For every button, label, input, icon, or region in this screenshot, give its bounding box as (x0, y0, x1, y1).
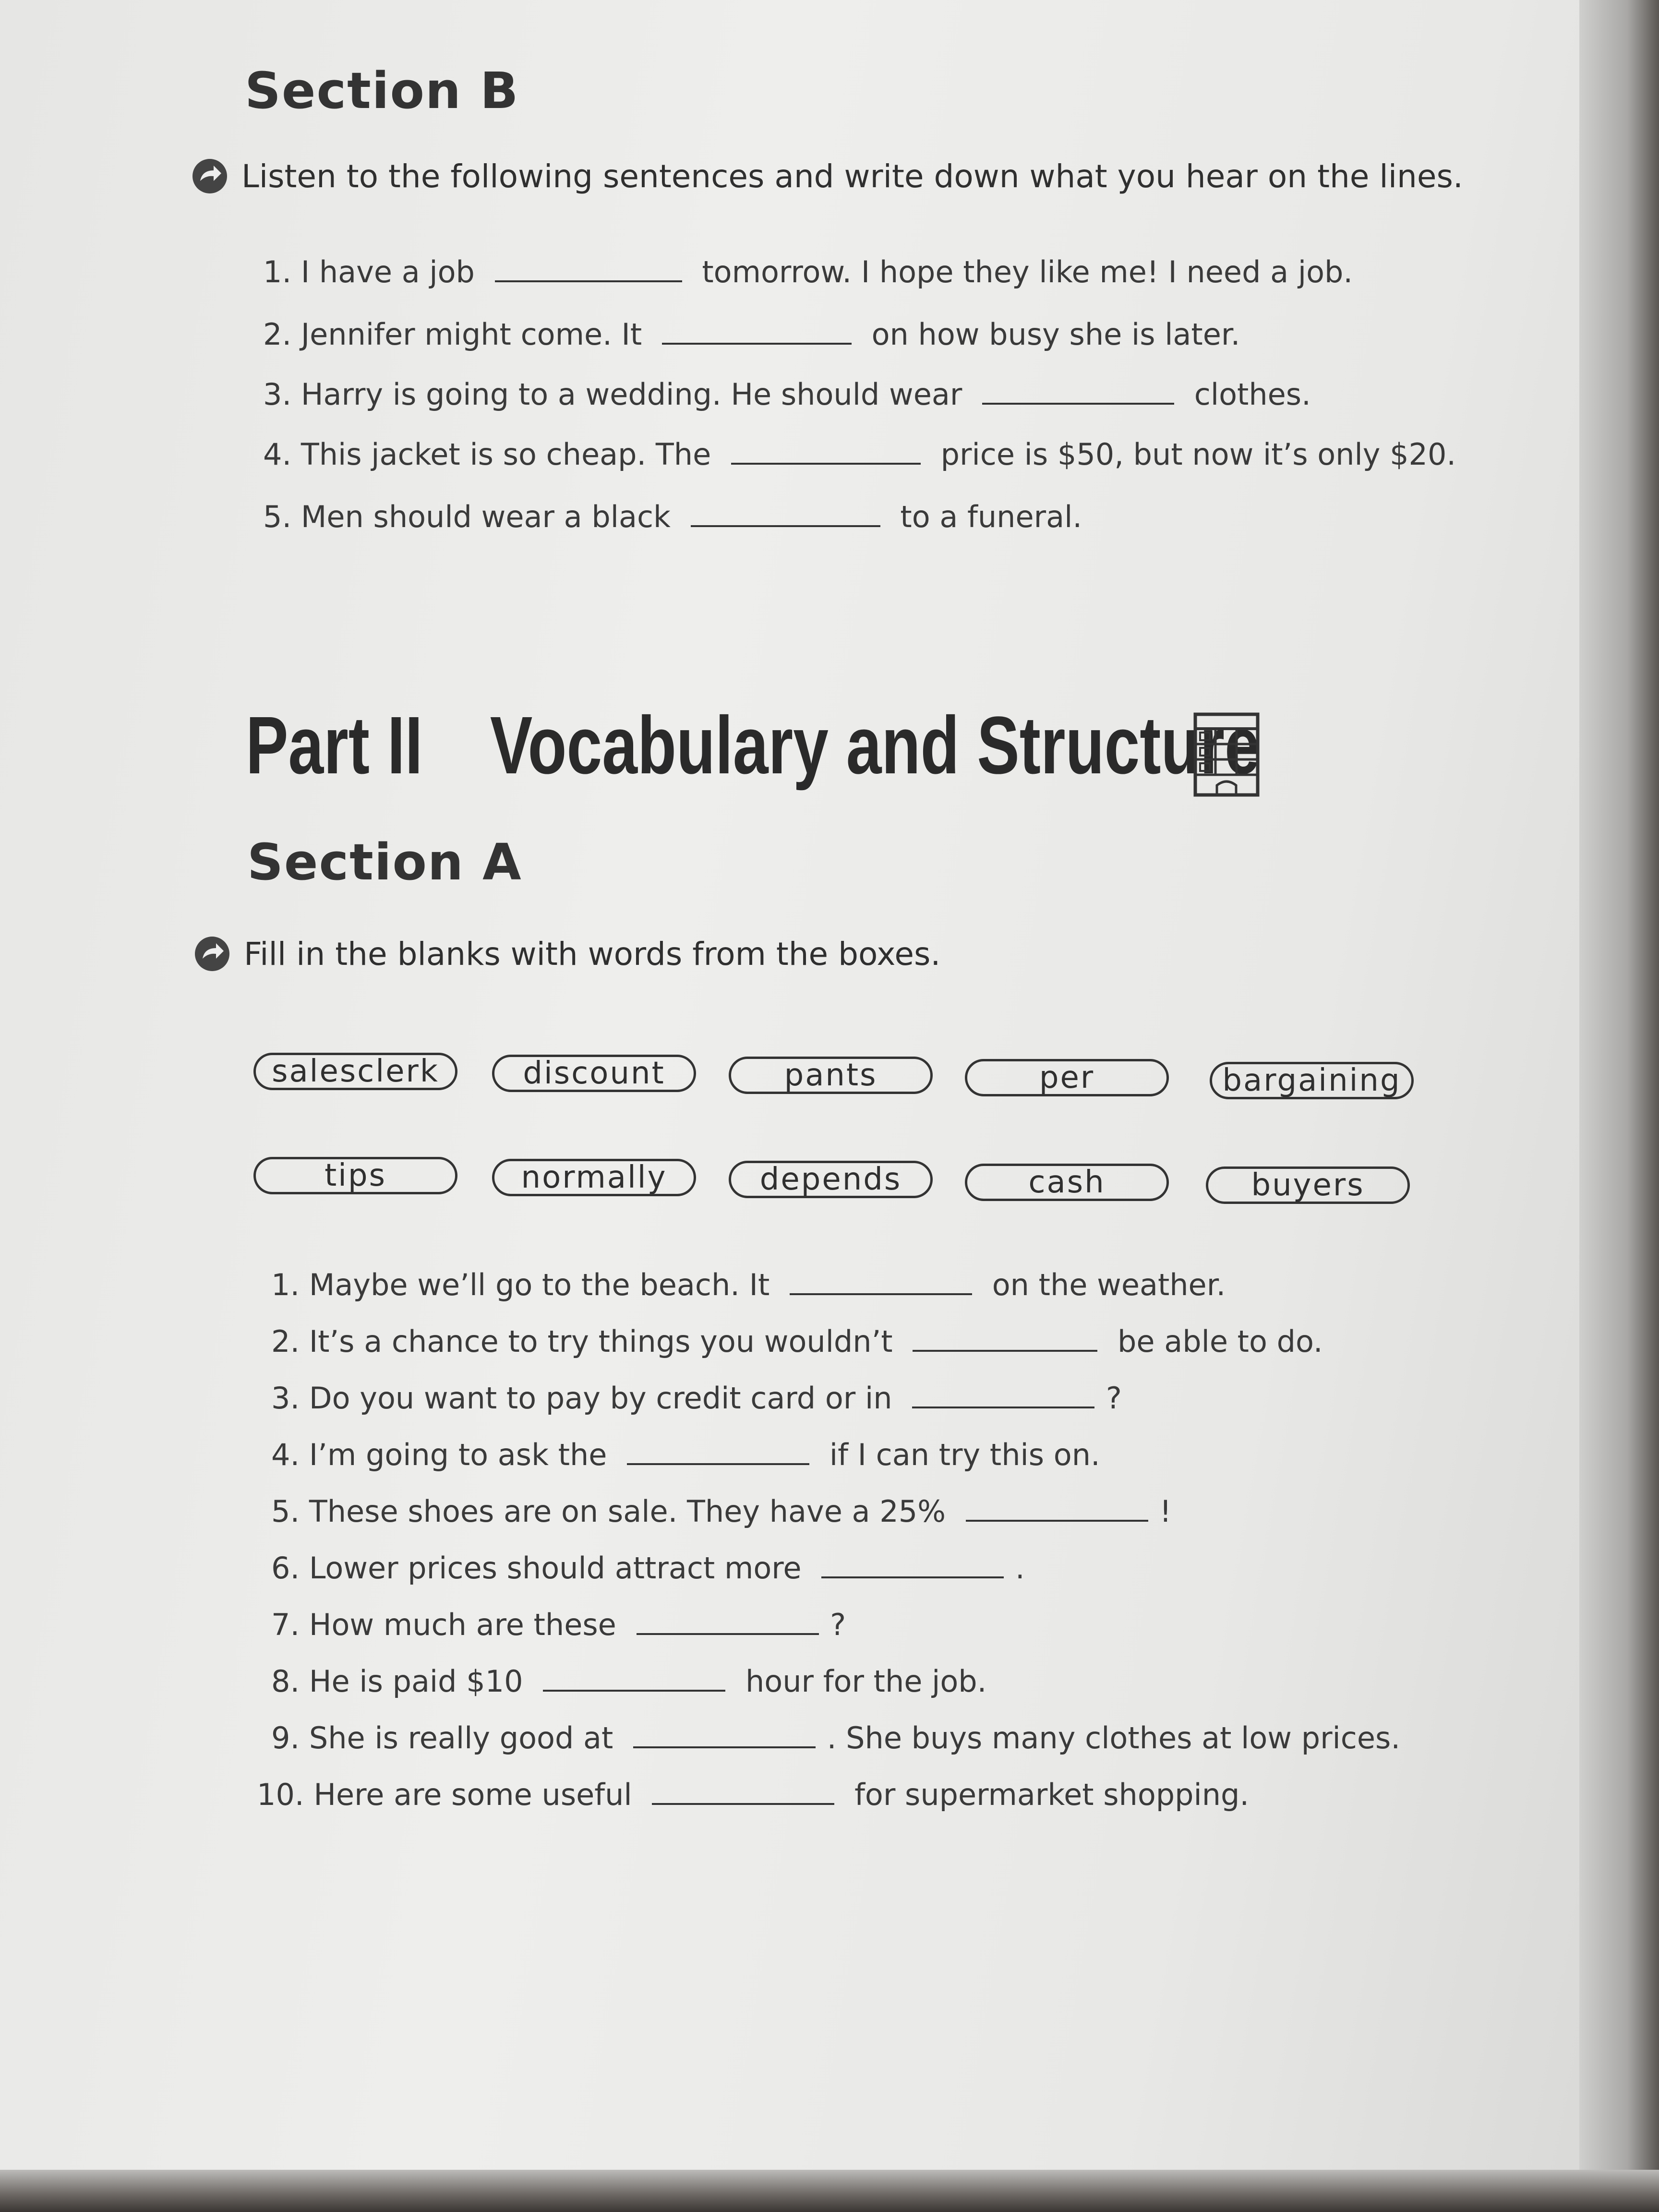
instruction-text: Listen to the following sentences and write down what you hear on the lines. (241, 157, 1463, 195)
item-text-before: Here are some useful (313, 1777, 632, 1812)
section-a-item-10 (257, 1777, 1249, 1812)
section-a-item-7 (271, 1607, 846, 1642)
word-box-pants: pants (729, 1057, 933, 1094)
answer-blank[interactable] (633, 1723, 816, 1748)
item-text-after: . (1015, 1551, 1025, 1586)
section-a-item-5 (271, 1494, 1171, 1529)
item-number: 5. (271, 1494, 300, 1529)
item-text-after: on the weather. (992, 1267, 1226, 1302)
word-box-normally: normally (492, 1159, 696, 1196)
word-box-cash: cash (965, 1164, 1169, 1201)
item-number: 2. (271, 1324, 300, 1359)
answer-blank[interactable] (543, 1667, 725, 1692)
section-a-instruction (192, 934, 940, 974)
answer-blank[interactable] (982, 380, 1174, 405)
word-box-bargaining: bargaining (1210, 1062, 1414, 1099)
section-b-item-1 (263, 254, 1353, 289)
item-number: 4. (271, 1437, 300, 1472)
item-number: 6. (271, 1551, 300, 1586)
answer-blank[interactable] (913, 1327, 1097, 1352)
item-text-after: ? (1106, 1381, 1122, 1416)
answer-blank[interactable] (912, 1383, 1094, 1408)
item-text-before: Maybe we’ll go to the beach. It (309, 1267, 770, 1302)
section-b-heading: Section B (245, 61, 519, 120)
item-number: 9. (271, 1720, 300, 1755)
section-a-item-6 (271, 1551, 1025, 1586)
item-text-after: if I can try this on. (829, 1437, 1100, 1472)
item-number: 7. (271, 1607, 300, 1642)
item-text-before: Men should wear a black (301, 499, 671, 534)
answer-blank[interactable] (821, 1553, 1004, 1578)
answer-blank[interactable] (966, 1497, 1148, 1522)
item-number: 8. (271, 1664, 300, 1699)
item-text-after: for supermarket shopping. (854, 1777, 1250, 1812)
word-box-discount: discount (492, 1055, 696, 1092)
section-a-item-8 (271, 1664, 986, 1699)
item-text-after: ? (830, 1607, 846, 1642)
item-text-after: ! (1159, 1494, 1172, 1529)
part-label: Part II (246, 700, 423, 791)
answer-blank[interactable] (652, 1780, 834, 1805)
item-number: 10. (257, 1777, 304, 1812)
section-a-item-2 (271, 1324, 1323, 1359)
item-number: 3. (271, 1381, 300, 1416)
section-b-instruction (190, 156, 1463, 196)
item-text-before: I’m going to ask the (309, 1437, 607, 1472)
item-text-after: be able to do. (1118, 1324, 1323, 1359)
answer-blank[interactable] (495, 257, 682, 282)
item-text-before: Jennifer might come. It (301, 317, 642, 352)
section-b-item-5 (263, 499, 1082, 534)
section-b-item-2 (263, 317, 1240, 352)
page-bottom-edge (0, 2170, 1659, 2212)
answer-blank[interactable] (662, 320, 852, 345)
item-text-before: Harry is going to a wedding. He should wear (301, 377, 962, 412)
section-b-item-3 (263, 377, 1311, 412)
section-a-item-3 (271, 1381, 1122, 1416)
item-text-after: hour for the job. (745, 1664, 987, 1699)
item-number: 5. (263, 499, 292, 534)
item-text-before: This jacket is so cheap. The (301, 437, 711, 472)
item-text-before: I have a job (301, 254, 475, 289)
item-number: 2. (263, 317, 292, 352)
part-title (246, 698, 1260, 793)
item-text-after: . She buys many clothes at low prices. (827, 1720, 1401, 1755)
answer-blank[interactable] (691, 502, 880, 527)
instruction-text: Fill in the blanks with words from the boxes. (244, 935, 941, 973)
arrow-icon (190, 156, 230, 196)
word-box-salesclerk: salesclerk (253, 1053, 457, 1090)
item-text-before: Do you want to pay by credit card or in (309, 1381, 892, 1416)
item-text-after: clothes. (1194, 377, 1311, 412)
item-text-before: How much are these (309, 1607, 616, 1642)
item-text-before: She is really good at (309, 1720, 613, 1755)
item-number: 3. (263, 377, 292, 412)
item-text-before: He is paid $10 (309, 1664, 523, 1699)
section-b-item-4 (263, 437, 1456, 472)
section-a-heading: Section A (247, 833, 522, 891)
word-box-buyers: buyers (1206, 1166, 1410, 1204)
item-text-after: price is $50, but now it’s only $20. (940, 437, 1456, 472)
item-text-before: These shoes are on sale. They have a 25% (309, 1494, 946, 1529)
item-text-after: to a funeral. (900, 499, 1082, 534)
part-heading: Vocabulary and Structure (490, 700, 1260, 791)
building-icon (1190, 710, 1262, 799)
answer-blank[interactable] (637, 1610, 819, 1635)
arrow-icon (192, 934, 232, 974)
item-text-before: It’s a chance to try things you wouldn’t (309, 1324, 893, 1359)
item-text-after: on how busy she is later. (871, 317, 1240, 352)
page-fold-shadow (1579, 0, 1659, 2212)
item-number: 1. (271, 1267, 300, 1302)
word-box-depends: depends (729, 1161, 933, 1198)
section-a-item-1 (271, 1267, 1226, 1302)
item-text-after: tomorrow. I hope they like me! I need a job. (702, 254, 1353, 289)
item-number: 4. (263, 437, 292, 472)
section-a-item-9 (271, 1720, 1400, 1755)
word-box-per: per (965, 1059, 1169, 1096)
item-number: 1. (263, 254, 292, 289)
answer-blank[interactable] (627, 1440, 809, 1465)
section-a-item-4 (271, 1437, 1100, 1472)
answer-blank[interactable] (790, 1270, 972, 1295)
word-box-tips: tips (253, 1157, 457, 1194)
answer-blank[interactable] (731, 440, 921, 465)
item-text-before: Lower prices should attract more (309, 1551, 802, 1586)
